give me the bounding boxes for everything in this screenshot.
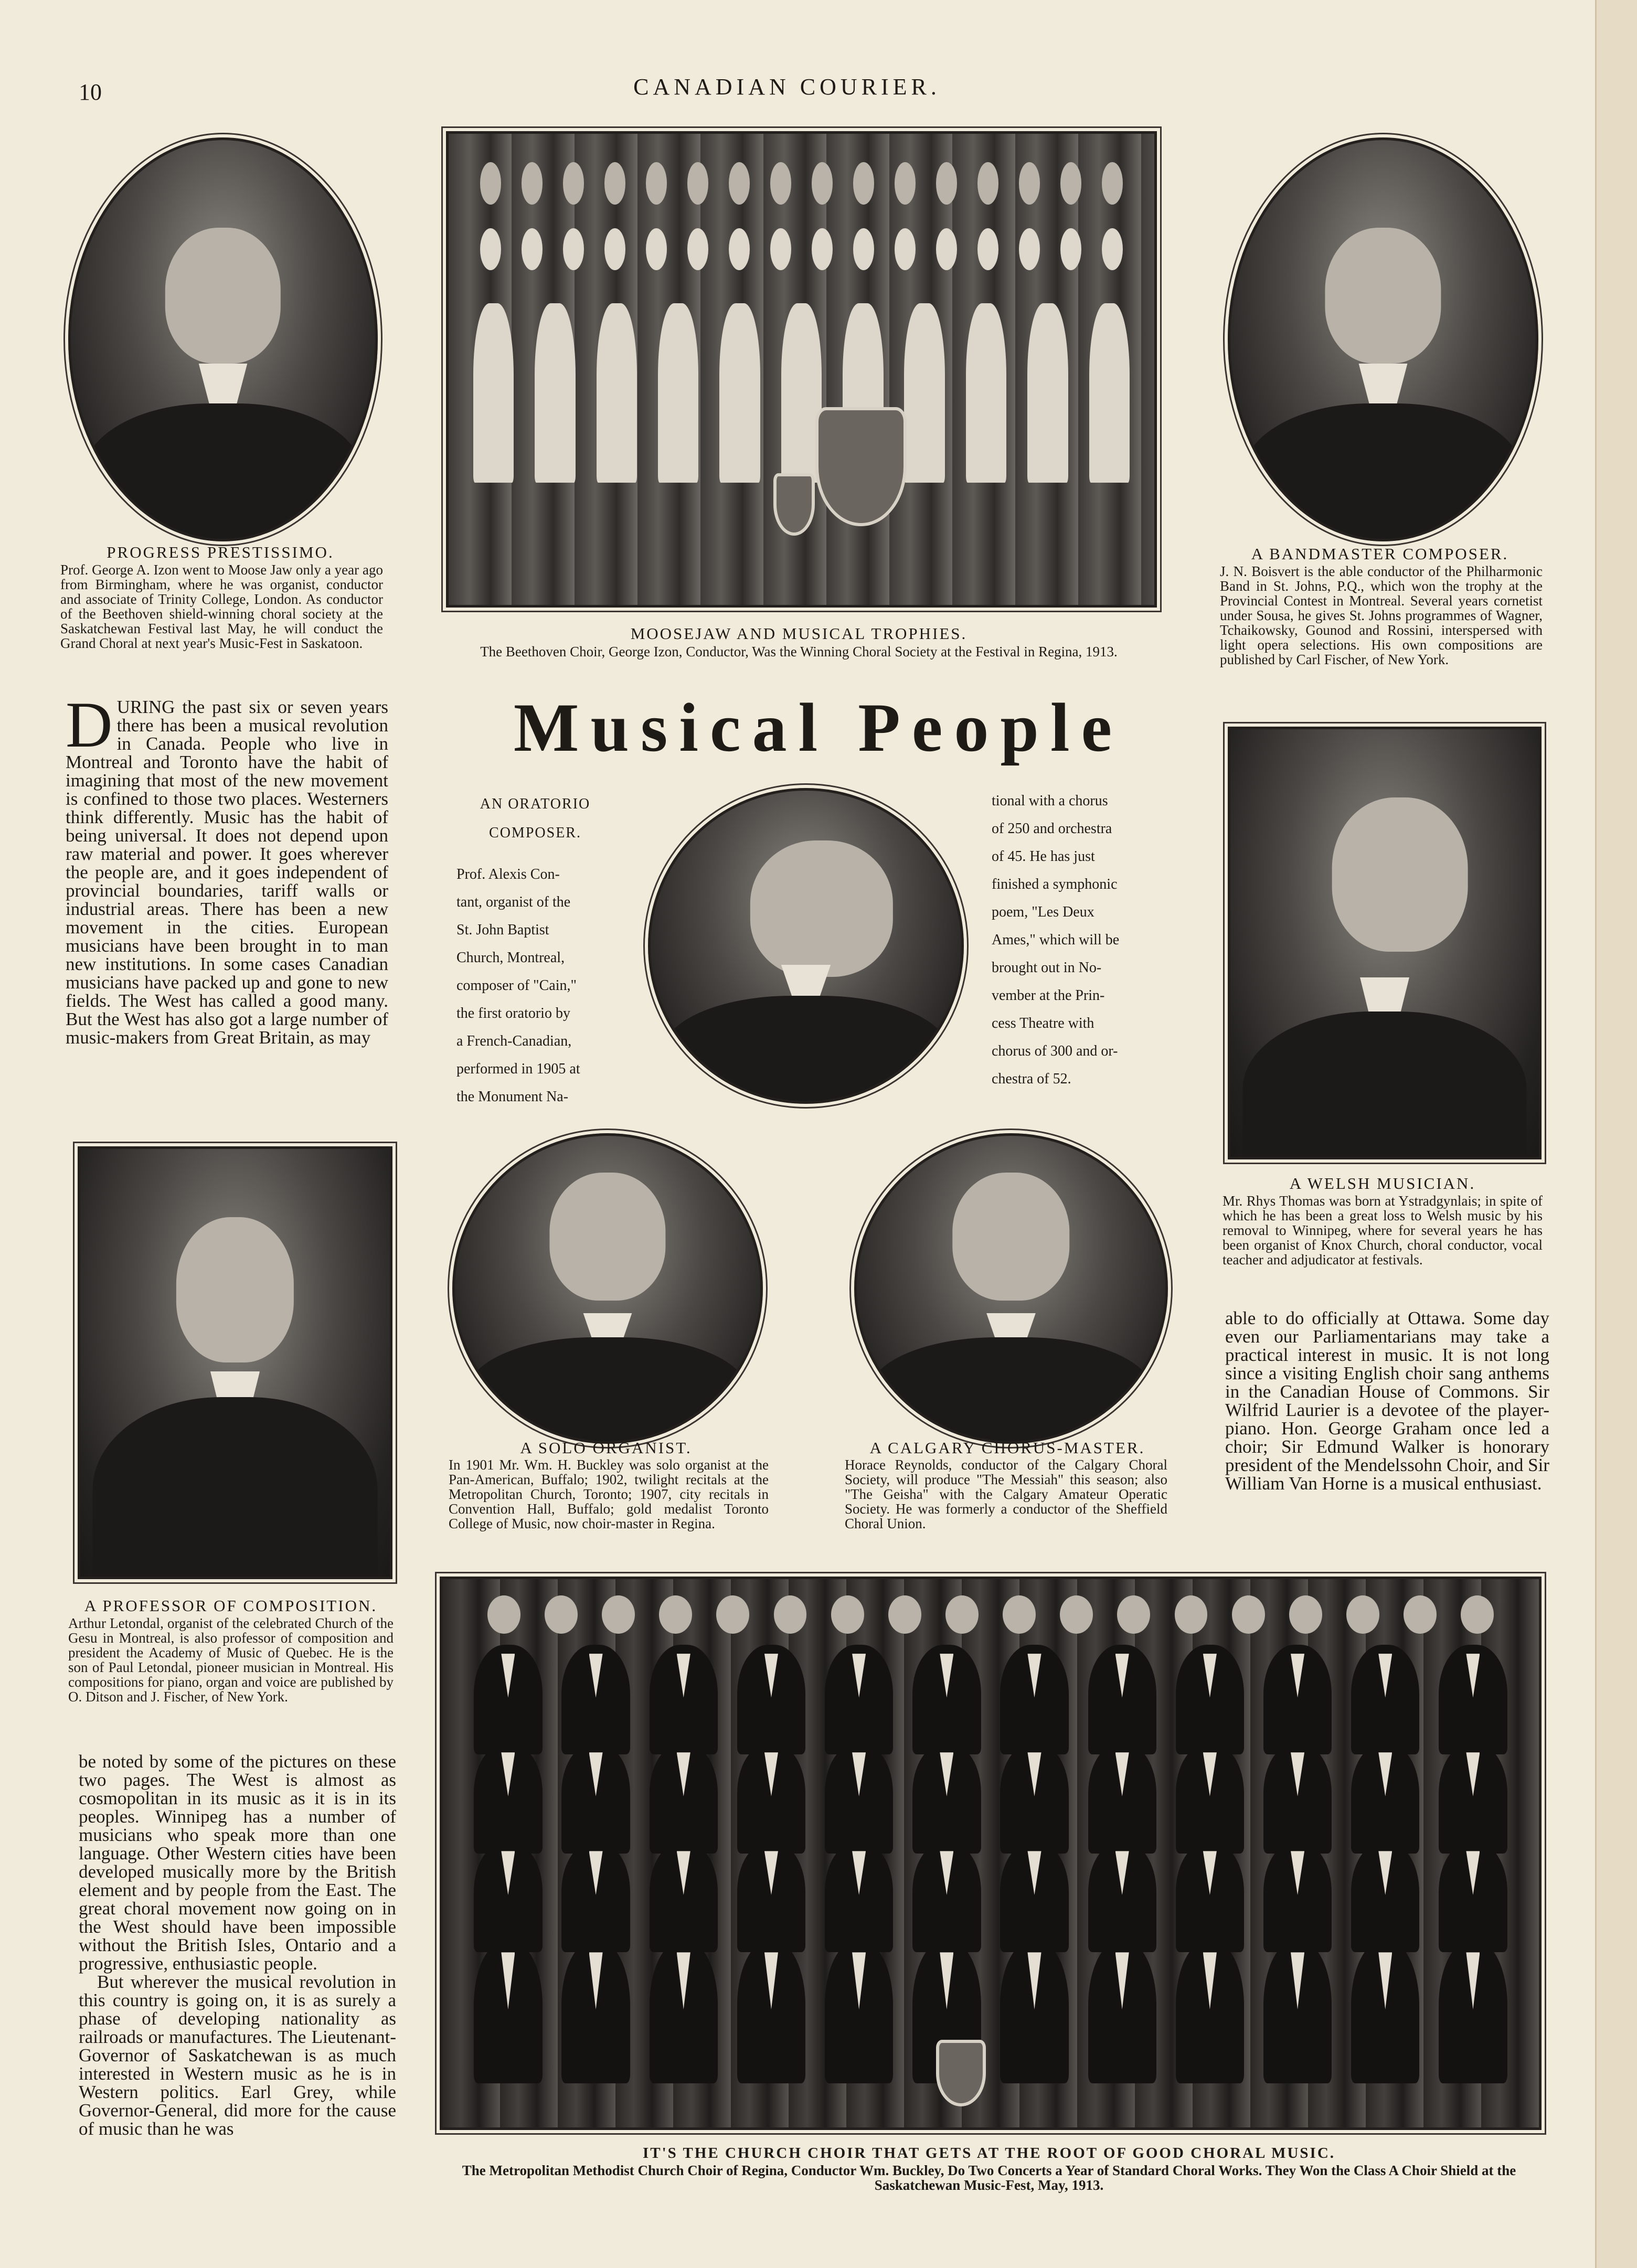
portrait-reynolds xyxy=(854,1133,1168,1444)
portrait-letondal xyxy=(78,1146,392,1579)
caption-body-moosejaw: The Beethoven Choir, George Izon, Conductor, Was the Winning Choral Society at the Festival in Regina, 1913. xyxy=(480,644,1118,659)
photo-beethoven-choir xyxy=(446,131,1157,608)
caption-title-bandmaster: A BANDMASTER COMPOSER. xyxy=(1251,545,1509,563)
trophy-small-shield xyxy=(773,473,815,536)
page-edge xyxy=(1595,0,1637,2268)
drop-cap: D xyxy=(66,689,113,761)
caption-title-organist: A SOLO ORGANIST. xyxy=(520,1439,692,1457)
portrait-suit xyxy=(467,1337,748,1444)
caption-body-progress: Prof. George A. Izon went to Moose Jaw only a year ago from Birmingham, where he was organist, conductor and associate of Trinity College, London. As conductor of the Beethoven shield-winning choral society at the Saskatchewan Festival last May, he will conduct the Grand Choral at next year's Music-Fest in Saskatoon. xyxy=(60,562,383,651)
portrait-head xyxy=(750,840,892,977)
oratorio-line: chestra of 52. xyxy=(992,1071,1071,1087)
oratorio-line: poem, "Les Deux xyxy=(992,904,1094,920)
caption-body-calgary: Horace Reynolds, conductor of the Calgary Choral Society, will produce "The Messiah" this season; also "The Geisha" with the Calgary Amateur Operatic Society. He was formerly a conductor of the Sheffield Choral Union. xyxy=(845,1457,1167,1531)
article-right-column: able to do officially at Ottawa. Some day even our Parliamentarians may take a practical interest in music. It is not long since a visiting English choir sang anthems in the Canadian House of Commons. Sir Wilfrid Laurier is a devotee of the player-piano. Hon. George Graham once led a choir; Sir Edmund Walker is honorary president of the Mendelssohn Choir, and Sir William Van Horne is a musical enthusiast. xyxy=(1225,1308,1549,1494)
oratorio-line: performed in 1905 at xyxy=(456,1061,580,1077)
oratorio-line: Ames," which will be xyxy=(992,932,1120,948)
article-intro xyxy=(66,689,388,1048)
oratorio-line: finished a symphonic xyxy=(992,876,1118,892)
headline: Musical People xyxy=(513,689,1124,766)
caption-title-professor: A PROFESSOR OF COMPOSITION. xyxy=(84,1596,378,1615)
choir-row-3 xyxy=(464,1744,1517,1854)
oratorio-line: of 250 and orchestra xyxy=(992,821,1112,837)
choir-shield xyxy=(936,2040,986,2106)
oratorio-line: chorus of 300 and or- xyxy=(992,1043,1118,1059)
trophy-shield xyxy=(815,407,906,527)
caption-title-moosejaw: MOOSEJAW AND MUSICAL TROPHIES. xyxy=(630,624,968,643)
choir-top-row xyxy=(475,1595,1506,1634)
oratorio-title-line1: AN ORATORIO xyxy=(480,796,591,812)
oratorio-text-right xyxy=(992,787,1154,1093)
oratorio-line: tant, organist of the xyxy=(456,894,571,910)
article-continuation-text: be noted by some of the pictures on these two pages. The West is almost as cosmopolitan in its music as it is in its peoples. Winnipeg has a number of musicians who speak more than one language. Other Western cities have been developed musically more by the British element and by people from the East. The great choral movement now going on in the West should have been impossible without the British Isles, Ontario and a progressive, enthusiastic people. xyxy=(79,1751,396,1974)
oratorio-line: composer of "Cain," xyxy=(456,977,577,994)
portrait-izon xyxy=(68,137,378,541)
oratorio-line: the first oratorio by xyxy=(456,1005,570,1021)
caption-body-professor: Arthur Letondal, organist of the celebrated Church of the Gesu in Montreal, is also professor of composition and president the Academy of Music of Quebec. He is the son of Paul Letondal, pioneer musician in Montreal. His compositions for piano, organ and voice are published by O. Ditson and J. Fischer, of New York. xyxy=(68,1615,394,1705)
portrait-head xyxy=(549,1173,665,1301)
portrait-boisvert xyxy=(1228,137,1538,541)
oratorio-line: of 45. He has just xyxy=(992,848,1095,865)
caption-title-church: IT'S THE CHURCH CHOIR THAT GETS AT THE ROOT OF GOOD CHORAL MUSIC. xyxy=(642,2145,1336,2161)
article-paragraph-2: But wherever the musical revolution in this country is going on, it is as surely a phase of developing nationality as railroads or manufactures. The Lieutenant-Governor of Saskatchewan is as much interested in Western music as he is in Western politics. Earl Grey, while Governor-General, did more for the cause of music than he was xyxy=(79,1972,396,2139)
caption-body-welsh: Mr. Rhys Thomas was born at Ystradgynlais; in spite of which he has been a great loss to Welsh music by his removal to Winnipeg, where for several years he has been organist of Knox Church, choral conductor, vocal teacher and adjudicator at festivals. xyxy=(1223,1193,1543,1268)
portrait-suit xyxy=(83,403,363,541)
portrait-head xyxy=(952,1173,1069,1301)
portrait-contant xyxy=(648,788,964,1104)
oratorio-text-left xyxy=(456,860,619,1111)
portrait-head xyxy=(1325,228,1441,363)
caption-title-progress: PROGRESS PRESTISSIMO. xyxy=(107,543,334,561)
portrait-suit xyxy=(1243,1011,1527,1159)
caption-title-welsh: A WELSH MUSICIAN. xyxy=(1289,1174,1476,1192)
oratorio-title-line2: COMPOSER. xyxy=(489,825,581,841)
oratorio-line: Prof. Alexis Con- xyxy=(456,866,560,882)
article-intro-text: URING the past six or seven years there has been a musical revolution in Canada. People who live in Montreal and Toronto have the habit of imagining that most of the new movement is confined to those two places. Westerners think differently. Music has the habit of being universal. It does not depend upon raw material and power. It goes wherever the people are, and it goes independent of provincial boundaries, tariff walls or industrial areas. There has been a new movement in the cities. European musicians have been brought in to man new institutions. In some cases Canadian musicians have packed up and gone to new fields. The West has called a good many. But the West has also got a large number of music-makers from Great Britain, as may xyxy=(66,697,388,1048)
oratorio-line: tional with a chorus xyxy=(992,793,1108,809)
oratorio-line: Church, Montreal, xyxy=(456,950,565,966)
oratorio-line: St. John Baptist xyxy=(456,922,549,938)
oratorio-line: vember at the Prin- xyxy=(992,987,1105,1004)
oratorio-line: a French-Canadian, xyxy=(456,1033,572,1049)
page-number: 10 xyxy=(79,79,102,105)
portrait-rhys-thomas xyxy=(1228,727,1542,1159)
caption-title-calgary: A CALGARY CHORUS-MASTER. xyxy=(869,1439,1145,1457)
portrait-suit xyxy=(869,1337,1153,1444)
choir-back-row xyxy=(470,162,1133,205)
article-continuation xyxy=(79,1752,396,2138)
portrait-head xyxy=(1332,797,1468,951)
choir-row-5 xyxy=(464,1941,1517,2084)
portrait-suit xyxy=(1242,403,1523,541)
oratorio-line: brought out in No- xyxy=(992,960,1102,976)
portrait-head xyxy=(165,228,281,363)
choir-front-row xyxy=(463,303,1140,482)
portrait-buckley xyxy=(452,1133,763,1444)
choir-row-4 xyxy=(464,1843,1517,1952)
portrait-head xyxy=(176,1217,294,1362)
photo-metropolitan-choir xyxy=(440,1577,1542,2130)
caption-body-church: The Metropolitan Methodist Church Choir of Regina, Conductor Wm. Buckley, Do Two Concerts a Year of Standard Choral Works. They Won the Class A Choir Shield at the Saskatchewan Music-Fest, May, 1913. xyxy=(462,2163,1516,2193)
portrait-suit xyxy=(93,1397,378,1579)
oratorio-line: the Monument Na- xyxy=(456,1089,569,1105)
caption-body-organist: In 1901 Mr. Wm. H. Buckley was solo organist at the Pan-American, Buffalo; 1902, twilight recitals at the Metropolitan Church, Toronto; 1907, city recitals in Convention Hall, Buffalo; gold medalist Toronto College of Music, now choir-master in Regina. xyxy=(449,1457,769,1531)
oratorio-line: cess Theatre with xyxy=(992,1015,1094,1031)
running-head: CANADIAN COURIER. xyxy=(633,74,941,100)
choir-middle-row xyxy=(470,228,1133,271)
choir-row-2 xyxy=(464,1645,1517,1754)
portrait-suit xyxy=(663,996,949,1104)
caption-body-bandmaster: J. N. Boisvert is the able conductor of the Philharmonic Band in St. Johns, P.Q., which won the trophy at the Provincial Contest in Montreal. Several years cornetist under Sousa, he gives St. Johns programmes of Wagner, Tchaikowsky, Gounod and Rossini, interspersed with light opera selections. His own compositions are published by Carl Fischer, of New York. xyxy=(1220,563,1543,667)
